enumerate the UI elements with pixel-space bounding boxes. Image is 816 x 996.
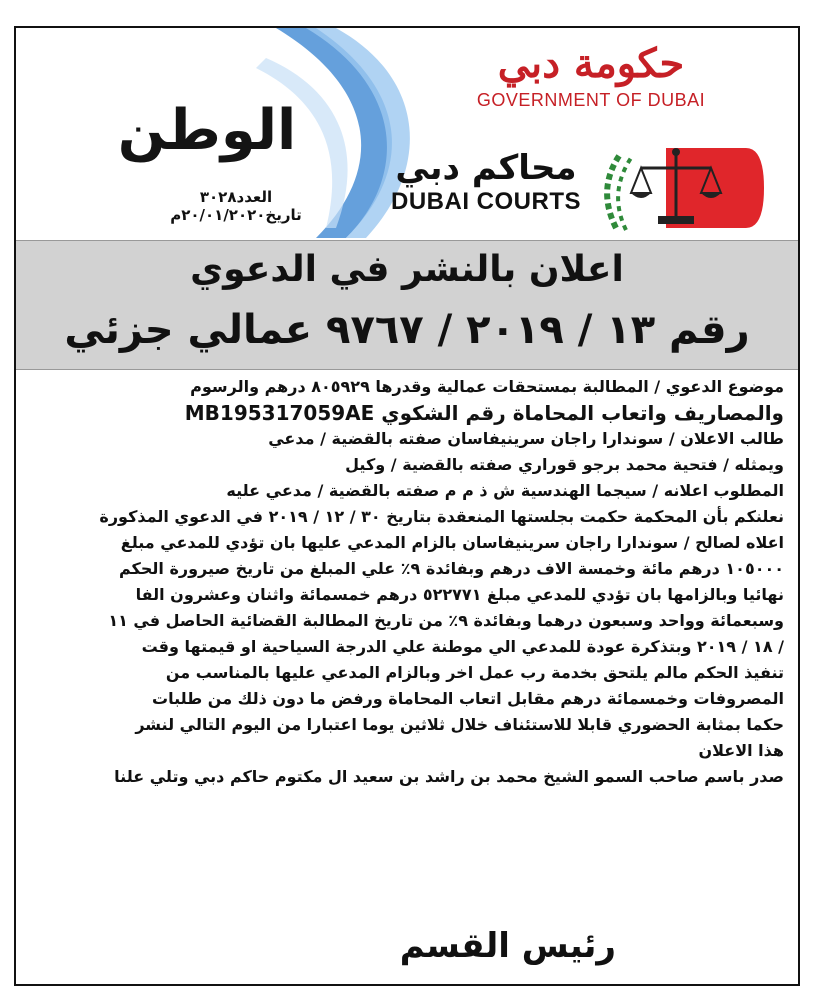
title-line-1: اعلان بالنشر في الدعوي: [190, 249, 624, 290]
body-line: موضوع الدعوي / المطالبة بمستحقات عمالية وقدرها ٨٠٥٩٢٩ درهم والرسوم: [190, 377, 784, 396]
announcement-body: [26, 374, 784, 790]
body-line: ١٠٥٠٠٠ درهم مائة وخمسة الاف درهم وبفائدة ٩٪ علي المبلغ من تاريخ صيرورة الحكم: [119, 559, 784, 578]
newspaper-name: الوطن: [117, 98, 297, 163]
body-line: نعلنكم بأن المحكمة حكمت بجلستها المنعقدة بتاريخ ٣٠ / ١٢ / ٢٠١٩ في الدعوي المذكورة: [99, 507, 784, 526]
header: [16, 28, 798, 238]
body-line: ويمثله / فتحية محمد برجو قوراري صفته بالقضية / وكيل: [345, 455, 784, 474]
body-line: المصروفات وخمسمائة درهم مقابل اتعاب المحاماة ورفض ما دون ذلك من طلبات: [152, 689, 784, 708]
scales-emblem-icon: [596, 138, 766, 238]
body-line: المطلوب اعلانه / سيجما الهندسية ش ذ م م صفته بالقضية / مدعي عليه: [226, 481, 784, 500]
body-line: تنفيذ الحكم مالم يلتحق بخدمة رب عمل اخر وبالزام المدعي عليها بالمناسب من: [165, 663, 784, 682]
body-line: نهائيا وبالزامها بان تؤدي للمدعي مبلغ ٥٢٢٧٧١ درهم خمسمائة واثنان وعشرون الفا: [135, 585, 784, 604]
body-line: وسبعمائة وواحد وسبعون درهما وبفائدة ٩٪ من تاريخ المطالبة القضائية الحاصل في ١١: [108, 611, 784, 630]
body-line: صدر باسم صاحب السمو الشيخ محمد بن راشد بن سعيد ال مكتوم حاكم دبي وتلي علنا: [114, 767, 784, 786]
body-line: / ١٨ / ٢٠١٩ وبتذكرة عودة للمدعي الي موطنة علي الدرجة السياحية او قيمتها وقت: [141, 637, 784, 656]
title-banner: [16, 240, 798, 370]
body-line: حكما بمثابة الحضوري قابلا للاستئناف خلال ثلاثين يوما اعتبارا من اليوم التالي لنشر: [135, 715, 784, 734]
government-name-en: GOVERNMENT OF DUBAI: [476, 90, 706, 110]
government-name-ar: حكومة دبي: [497, 40, 685, 87]
issue-date: العدد٣٠٢٨ تاريخ٢٠/٠١/٢٠٢٠م: [170, 188, 302, 224]
body-line: طالب الاعلان / سوندارا راجان سرينيفاسان صفته بالقضية / مدعي: [268, 429, 784, 448]
body-line: هذا الاعلان: [698, 741, 784, 760]
announcement-frame: [14, 26, 800, 986]
title-line-2: رقم ١٣ / ٢٠١٩ / ٩٧٦٧ عمالي جزئي: [64, 307, 750, 353]
body-line: والمصاريف واتعاب المحاماة رقم الشكوي MB195317059AE: [184, 401, 784, 425]
courts-logo-text: [386, 148, 586, 216]
body-line: اعلاه لصالح / سوندارا راجان سرينيفاسان بالزام المدعي عليها بان تؤدي للمدعي مبلغ: [120, 533, 784, 552]
government-logo: [456, 38, 726, 111]
courts-name-en: DUBAI COURTS: [391, 188, 581, 215]
signature-title: رئيس القسم: [399, 926, 616, 966]
courts-name-ar: محاكم دبي: [395, 148, 577, 188]
